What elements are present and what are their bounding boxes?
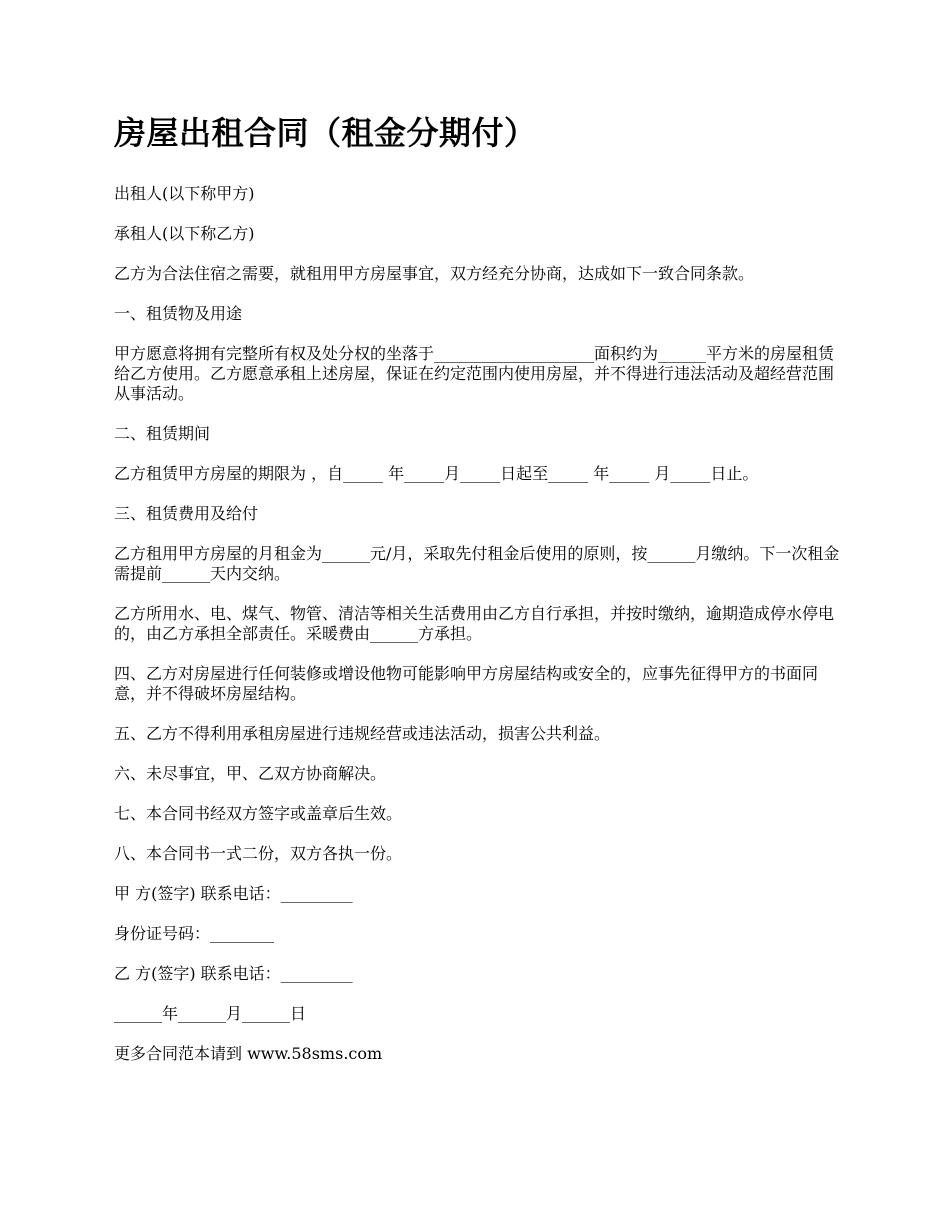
- lessee-line: 承租人(以下称乙方): [114, 224, 255, 243]
- clause-property-paragraph: 甲方愿意将拥有完整所有权及处分权的坐落于____________________面积约为______平方米的房屋租赁给乙方使用。乙方愿意承租上述房屋，保证在约定范围内使用房屋，并不得进行违法活动及超经营范围从事活动。: [114, 344, 835, 403]
- id-number-line: 身份证号码：________: [114, 924, 275, 943]
- clause-rent-paragraph: 乙方租用甲方房屋的月租金为______元/月，采取先付租金后使用的原则，按______月缴纳。下一次租金需提前______天内交纳。: [114, 544, 840, 583]
- date-line: ______年______月______日: [114, 1004, 307, 1023]
- section-heading-3: 三、租赁费用及给付: [114, 504, 259, 523]
- clause-utilities-paragraph: 乙方所用水、电、煤气、物管、清洁等相关生活费用由乙方自行承担，并按时缴纳，逾期造成停水停电的，由乙方承担全部责任。采暖费由______方承担。: [114, 604, 835, 643]
- section-heading-1: 一、租赁物及用途: [114, 304, 243, 323]
- clause-7-paragraph: 七、本合同书经双方签字或盖章后生效。: [114, 804, 403, 823]
- document-title: 房屋出租合同（租金分期付）: [114, 114, 537, 152]
- section-heading-2: 二、租赁期间: [114, 424, 211, 443]
- clause-renovation-paragraph: 四、乙方对房屋进行任何装修或增设他物可能影响甲方房屋结构或安全的，应事先征得甲方的书面同意，并不得破坏房屋结构。: [114, 664, 819, 703]
- lessor-line: 出租人(以下称甲方): [114, 184, 255, 203]
- clause-term-paragraph: 乙方租赁甲方房屋的期限为 ，自_____ 年_____月_____日起至_____ 年_____ 月_____日止。: [114, 464, 759, 483]
- document-page: [114, 110, 844, 1084]
- clause-5-paragraph: 五、乙方不得利用承租房屋进行违规经营或违法活动，损害公共利益。: [114, 724, 611, 743]
- footer-link-text: 更多合同范本请到 www.58sms.com: [114, 1044, 383, 1063]
- party-a-signature-line: 甲 方(签字) 联系电话：_________: [114, 884, 353, 903]
- clause-8-paragraph: 八、本合同书一式二份，双方各执一份。: [114, 844, 403, 863]
- preamble-paragraph: 乙方为合法住宿之需要，就租用甲方房屋事宜，双方经充分协商，达成如下一致合同条款。: [114, 264, 755, 283]
- party-b-signature-line: 乙 方(签字) 联系电话：_________: [114, 964, 353, 983]
- clause-6-paragraph: 六、未尽事宜，甲、乙双方协商解决。: [114, 764, 387, 783]
